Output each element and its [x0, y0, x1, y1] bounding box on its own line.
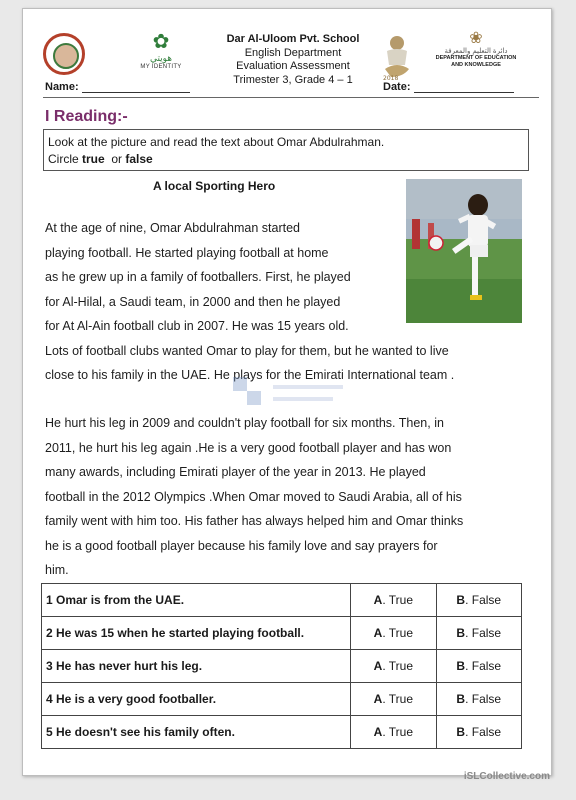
- option-a[interactable]: [351, 716, 436, 749]
- school-crest-logo: [43, 33, 85, 75]
- table-row: [42, 617, 522, 650]
- name-label: Name:: [45, 81, 79, 93]
- table-row: [42, 716, 522, 749]
- true-word: true: [82, 152, 105, 166]
- story-line: him.: [45, 563, 69, 577]
- option-text: . True: [382, 626, 414, 640]
- trimester-grade: Trimester 3, Grade 4 – 1: [233, 73, 353, 86]
- or-word: or: [104, 152, 126, 166]
- option-letter: A: [373, 593, 383, 607]
- name-field: [45, 81, 190, 93]
- story-paragraph-1: [45, 216, 525, 388]
- watermark-logo: [233, 367, 353, 417]
- question-text: 4 He is a very good footballer.: [42, 683, 351, 716]
- story-line: 2011, he hurt his leg again .He is a very good football player and has won: [45, 440, 452, 455]
- section-title: I Reading:-: [45, 108, 128, 125]
- option-b[interactable]: [436, 650, 522, 683]
- option-letter: A: [373, 659, 383, 673]
- option-b[interactable]: [436, 683, 522, 716]
- table-row: [42, 584, 522, 617]
- identity-ar-text: هويتي: [149, 53, 173, 63]
- date-field: [383, 81, 514, 93]
- story-title: A local Sporting Hero: [153, 179, 276, 193]
- assessment-title: Evaluation Assessment: [236, 60, 350, 72]
- story-line: many awards, including Emirati player of the year in 2013. He played: [45, 465, 426, 479]
- worksheet-page: [22, 8, 552, 776]
- option-text: . False: [465, 626, 502, 640]
- name-blank-line[interactable]: [82, 83, 190, 93]
- option-a[interactable]: [351, 584, 436, 617]
- option-text: . False: [465, 692, 502, 706]
- date-label: Date:: [383, 81, 411, 93]
- option-text: . True: [382, 593, 414, 607]
- my-identity-logo: [131, 31, 191, 77]
- option-text: . False: [465, 659, 502, 673]
- table-row: [42, 650, 522, 683]
- story-line: he is a good football player because his family love and say prayers for: [45, 538, 438, 553]
- story-line: as he grew up in a family of footballers. First, he played: [45, 270, 351, 284]
- department: English Department: [244, 46, 342, 59]
- instruction-line-1: Look at the picture and read the text about Omar Abdulrahman.: [48, 135, 385, 149]
- false-word: false: [125, 152, 153, 166]
- option-a[interactable]: [351, 650, 436, 683]
- table-row: [42, 683, 522, 716]
- adek-english: DEPARTMENT OF EDUCATION AND KNOWLEDGE: [435, 55, 517, 68]
- option-letter: A: [373, 692, 383, 706]
- question-text: 2 He was 15 when he started playing football.: [42, 617, 351, 650]
- identity-text: MY IDENTITY: [140, 64, 182, 70]
- adek-arabic: دائرة التعليم والمعرفة: [444, 48, 508, 55]
- school-name: Dar Al-Uloom Pvt. School: [226, 33, 360, 45]
- question-text: 1 Omar is from the UAE.: [42, 584, 351, 617]
- question-text: 5 He doesn't see his family often.: [42, 716, 351, 749]
- svg-text:2018: 2018: [383, 75, 399, 81]
- option-letter: A: [373, 725, 383, 739]
- option-text: . False: [465, 725, 502, 739]
- option-a[interactable]: [351, 683, 436, 716]
- story-line: playing football. He started playing football at home: [45, 245, 329, 260]
- story-line: football in the 2012 Olympics .When Omar moved to Saudi Arabia, all of his: [45, 489, 462, 504]
- story-line: for Al-Hilal, a Saudi team, in 2000 and then he played: [45, 294, 341, 309]
- instructions-box: [43, 129, 529, 171]
- story-paragraph-2: [45, 411, 531, 583]
- option-letter: A: [373, 626, 383, 640]
- instruction-line-2: [48, 151, 528, 168]
- option-letter: B: [456, 692, 466, 706]
- adek-emblem-icon: ❀: [469, 30, 483, 47]
- story-line: close to his family in the UAE. He plays for the Emirati International team .: [45, 368, 455, 382]
- question-text: 3 He has never hurt his leg.: [42, 650, 351, 683]
- header-divider: [43, 97, 539, 98]
- option-text: . True: [382, 692, 414, 706]
- story-line: for At Al-Ain football club in 2007. He was 15 years old.: [45, 319, 349, 333]
- option-b[interactable]: [436, 584, 522, 617]
- option-b[interactable]: [436, 716, 522, 749]
- identity-emblem-icon: ✿: [152, 31, 170, 53]
- site-watermark: iSLCollective.com: [463, 771, 550, 782]
- option-text: . True: [382, 659, 414, 673]
- story-line: family went with him too. His father has always helped him and Omar thinks: [45, 514, 464, 528]
- option-text: . True: [382, 725, 414, 739]
- option-b[interactable]: [436, 617, 522, 650]
- option-letter: B: [456, 725, 466, 739]
- option-letter: B: [456, 659, 466, 673]
- story-line: At the age of nine, Omar Abdulrahman started: [45, 221, 301, 235]
- adek-logo: [433, 31, 519, 77]
- date-blank-line[interactable]: [414, 83, 514, 93]
- story-line: Lots of football clubs wanted Omar to play for them, but he wanted to live: [45, 343, 449, 358]
- option-letter: B: [456, 593, 466, 607]
- story-line: He hurt his leg in 2009 and couldn't play football for six months. Then, in: [45, 416, 444, 430]
- school-info: [193, 33, 393, 87]
- option-letter: B: [456, 626, 466, 640]
- instruction-prefix: Circle: [48, 152, 83, 166]
- option-a[interactable]: [351, 617, 436, 650]
- zayed-year-logo: [379, 31, 415, 81]
- option-text: . False: [465, 593, 502, 607]
- true-false-table: [41, 583, 522, 749]
